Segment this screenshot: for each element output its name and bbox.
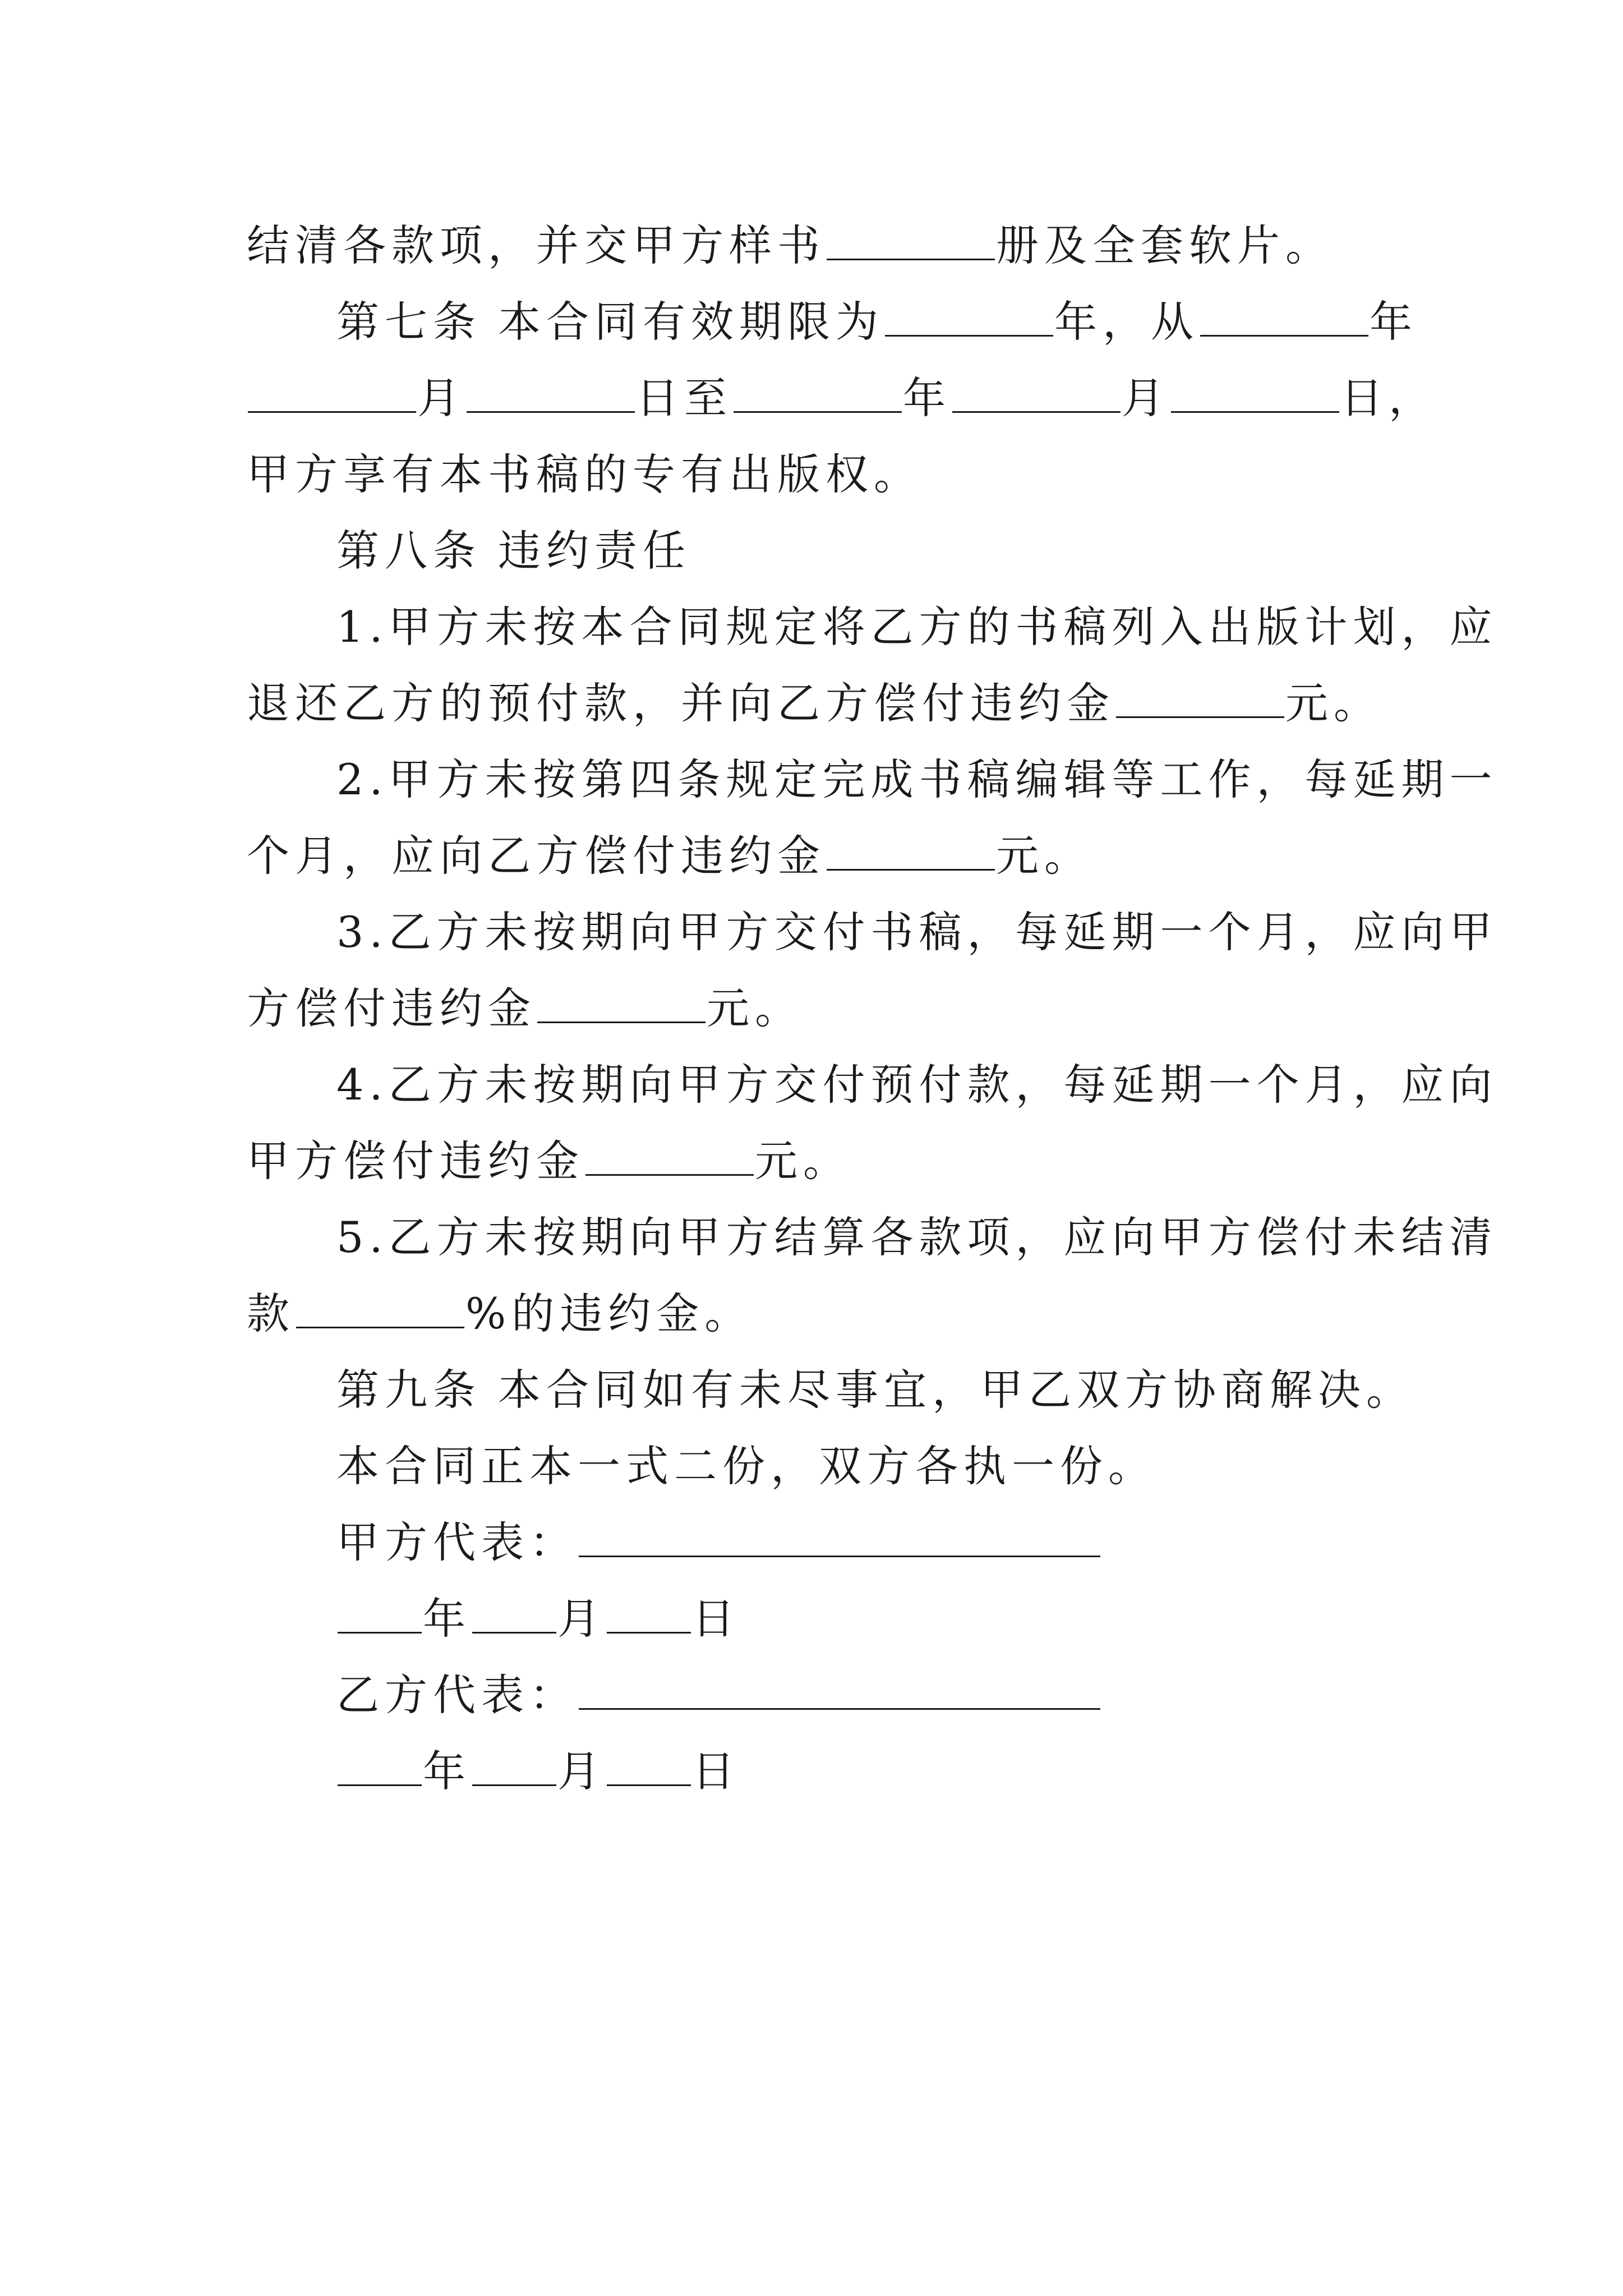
- party-b-label: 乙方代表：: [336, 1670, 578, 1720]
- clause-9-line: [336, 1359, 1414, 1421]
- paragraph-line: [247, 215, 1334, 277]
- text: 元。: [996, 831, 1092, 881]
- party-b-day-blank[interactable]: [607, 1745, 691, 1786]
- text: 1.甲方未按本合同规定将乙方的书稿列入出版计划，应: [336, 602, 1498, 652]
- party-a-month-blank[interactable]: [472, 1593, 556, 1634]
- text: 3.乙方未按期向甲方交付书稿，每延期一个月，应向甲: [336, 907, 1498, 957]
- paragraph-line: [247, 825, 1092, 887]
- paragraph-line: [336, 596, 1498, 658]
- text: 本合同如有未尽事宜，甲乙双方协商解决。: [498, 1365, 1414, 1415]
- party-a-label: 甲方代表：: [336, 1517, 578, 1567]
- clause-7-line: [336, 291, 1418, 353]
- party-b-signature-line: [336, 1664, 1101, 1726]
- party-b-month-blank[interactable]: [472, 1745, 556, 1786]
- text: 日，: [1340, 373, 1437, 423]
- text: 结清各款项，并交甲方样书: [247, 220, 826, 270]
- text: 4.乙方未按期向甲方交付预付款，每延期一个月，应向: [336, 1060, 1498, 1110]
- text: 月: [417, 373, 465, 423]
- penalty-1-blank[interactable]: [1116, 677, 1284, 718]
- text: 甲方享有本书稿的专有出版权。: [247, 449, 922, 499]
- text: 年: [423, 1594, 471, 1644]
- penalty-3-blank[interactable]: [537, 982, 706, 1023]
- text: 5.乙方未按期向甲方结算各款项，应向甲方偿付未结清: [336, 1212, 1498, 1262]
- text: 元。: [707, 983, 803, 1033]
- sample-copies-blank[interactable]: [827, 219, 995, 260]
- clause-8-heading: [336, 520, 691, 582]
- text: 元。: [755, 1136, 851, 1186]
- text: 2.甲方未按第四条规定完成书稿编辑等工作，每延期一: [336, 754, 1498, 804]
- text: 年: [1370, 297, 1418, 347]
- party-a-signature-line: [336, 1512, 1101, 1573]
- party-a-signature-blank[interactable]: [579, 1516, 1100, 1557]
- clause-number: 第八条: [336, 526, 481, 576]
- paragraph-line: [247, 1283, 753, 1345]
- end-month-blank[interactable]: [952, 372, 1121, 413]
- text: 日至: [636, 373, 732, 423]
- paragraph-line: [247, 1130, 851, 1192]
- penalty-4-blank[interactable]: [585, 1135, 754, 1176]
- text: 退还乙方的预付款，并向乙方偿付违约金: [247, 678, 1115, 728]
- paragraph-line: [247, 673, 1382, 734]
- text: %的违约金。: [465, 1289, 753, 1338]
- paragraph-line: [247, 978, 803, 1039]
- party-b-signature-blank[interactable]: [579, 1669, 1100, 1710]
- text: 年，从: [1054, 297, 1199, 347]
- validity-years-blank[interactable]: [885, 296, 1053, 337]
- penalty-percent-blank[interactable]: [296, 1287, 464, 1328]
- party-b-year-blank[interactable]: [338, 1745, 422, 1786]
- party-b-date-line: [336, 1741, 740, 1802]
- paragraph-line: [247, 367, 1437, 429]
- clause-title: 违约责任: [498, 526, 691, 576]
- paragraph-line: [336, 1054, 1498, 1116]
- clause-number: 第七条: [336, 297, 481, 347]
- text: 月: [557, 1746, 606, 1796]
- end-year-blank[interactable]: [734, 372, 902, 413]
- paragraph-line: [336, 749, 1498, 811]
- text: 日: [692, 1594, 740, 1644]
- text: 本合同有效期限为: [498, 297, 884, 347]
- start-month-blank[interactable]: [248, 372, 416, 413]
- text: 年: [423, 1746, 471, 1796]
- text: 月: [557, 1594, 606, 1644]
- text: 册及全套软片。: [996, 220, 1334, 270]
- paragraph-line: [336, 901, 1498, 963]
- clause-number: 第九条: [336, 1365, 481, 1415]
- paragraph-line: [336, 1207, 1498, 1268]
- text: 方偿付违约金: [247, 983, 536, 1033]
- party-a-date-line: [336, 1588, 740, 1650]
- text: 个月，应向乙方偿付违约金: [247, 831, 826, 881]
- party-a-year-blank[interactable]: [338, 1593, 422, 1634]
- text: 甲方偿付违约金: [247, 1136, 584, 1186]
- text: 本合同正本一式二份，双方各执一份。: [336, 1441, 1156, 1491]
- start-year-blank[interactable]: [1200, 296, 1368, 337]
- text: 款: [247, 1289, 295, 1338]
- paragraph-line: [247, 444, 922, 505]
- penalty-2-blank[interactable]: [827, 830, 995, 871]
- start-day-blank[interactable]: [467, 372, 635, 413]
- text: 月: [1122, 373, 1170, 423]
- text: 日: [692, 1746, 740, 1796]
- party-a-day-blank[interactable]: [607, 1593, 691, 1634]
- text: 年: [903, 373, 951, 423]
- paragraph-line: [336, 1435, 1156, 1497]
- end-day-blank[interactable]: [1171, 372, 1339, 413]
- text: 元。: [1285, 678, 1382, 728]
